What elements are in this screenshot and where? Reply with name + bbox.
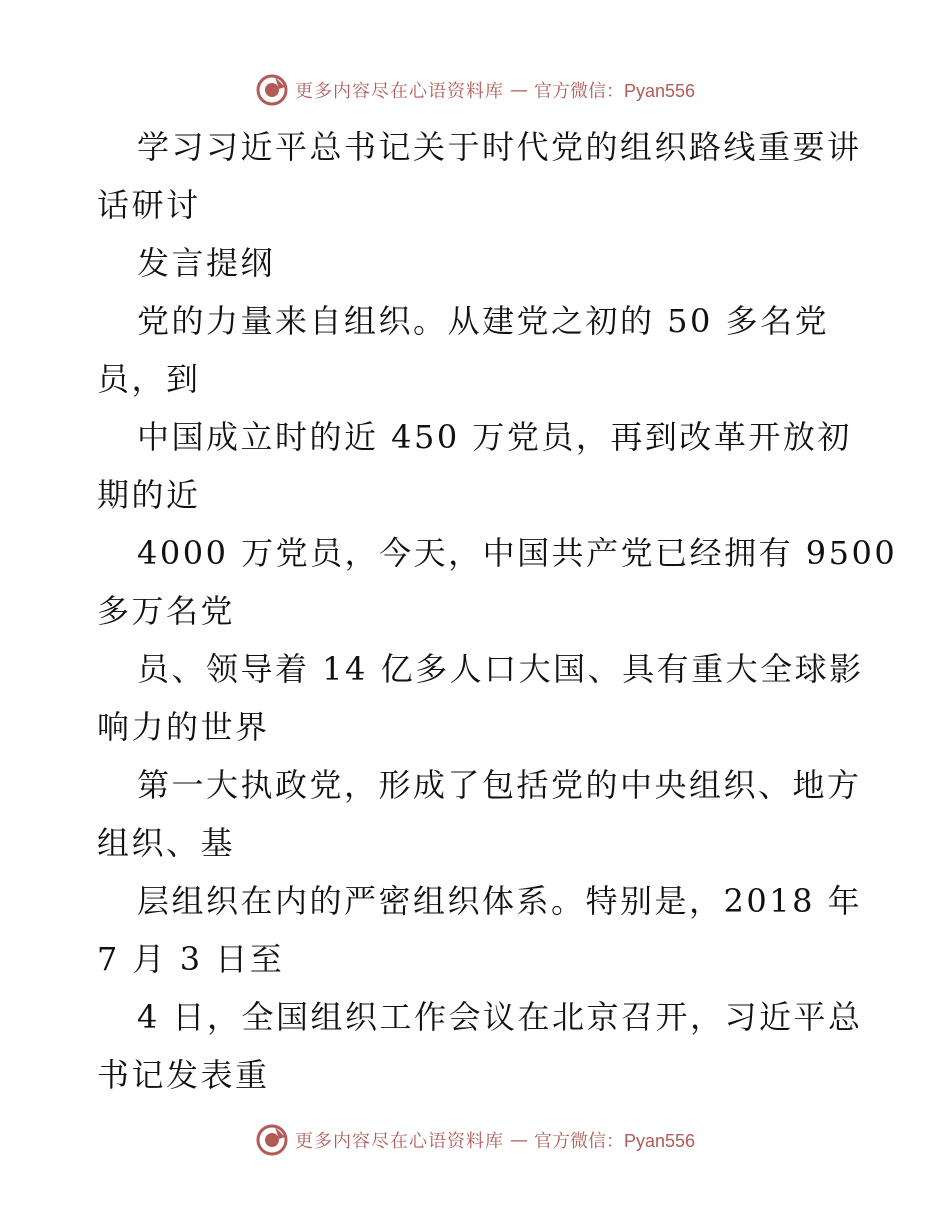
text-line: 7 月 3 日至 [97, 940, 285, 978]
watermark-wechat: 官方微信：Pyan556 [533, 1131, 696, 1151]
text-line: 层组织在内的严密组织体系。特别是，2018 年 [137, 882, 863, 920]
text-line: 期的近 [97, 476, 201, 514]
text-line: 学习习近平总书记关于时代党的组织路线重要讲 [137, 128, 862, 166]
header-watermark [0, 70, 950, 110]
seal-logo-icon [255, 73, 289, 107]
watermark-wechat: 官方微信：Pyan556 [533, 81, 696, 101]
watermark-text: 更多内容尽在心语资料库 [294, 81, 504, 102]
text-line: 4000 万党员，今天，中国共产党已经拥有 9500 [137, 534, 898, 572]
text-line: 书记发表重 [97, 1056, 270, 1094]
watermark-separator: — [509, 1129, 528, 1151]
seal-logo-icon [255, 1123, 289, 1157]
document-body [97, 118, 898, 1104]
text-line: 组织、基 [97, 824, 236, 862]
text-line: 响力的世界 [97, 708, 270, 746]
text-line: 话研讨 [97, 186, 201, 224]
footer-watermark [0, 1120, 950, 1160]
text-line: 员，到 [97, 360, 201, 398]
text-line: 员、领导着 14 亿多人口大国、具有重大全球影 [137, 650, 864, 688]
text-line: 4 日，全国组织工作会议在北京召开，习近平总 [137, 998, 863, 1036]
text-line: 党的力量来自组织。从建党之初的 50 多名党 [137, 302, 830, 340]
text-line: 第一大执政党，形成了包括党的中央组织、地方 [137, 766, 862, 804]
watermark-separator: — [509, 79, 528, 101]
text-line: 发言提纲 [137, 244, 276, 282]
text-line: 中国成立时的近 450 万党员，再到改革开放初 [137, 418, 852, 456]
text-line: 多万名党 [97, 592, 236, 630]
watermark-text: 更多内容尽在心语资料库 [294, 1131, 504, 1152]
